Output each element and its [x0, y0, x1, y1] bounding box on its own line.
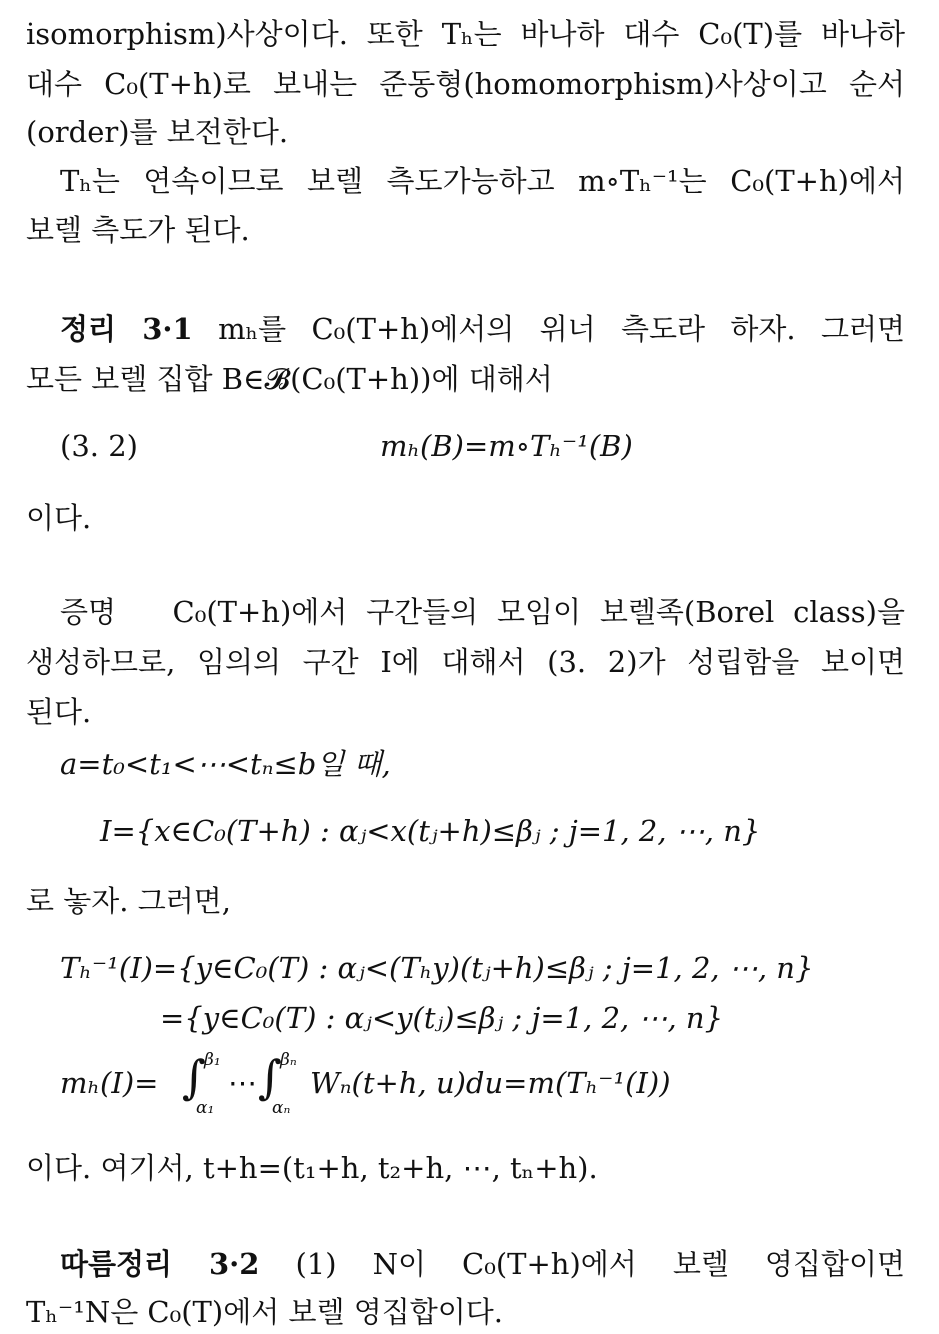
integral-lower: α₁ [196, 1098, 215, 1118]
theorem-text: mₕ를 C₀(T+h)에서의 위너 측도라 하자. 그러면 [218, 312, 906, 346]
text-line: 모든 보렐 집합 B∈𝓑(C₀(T+h))에 대해서 [26, 362, 553, 396]
proof-label: 증명 [60, 595, 117, 629]
text-line: Tₕ⁻¹N은 C₀(T)에서 보렐 영집합이다. [26, 1295, 503, 1329]
proof-text: C₀(T+h)에서 구간들의 모임이 보렐족(Borel class)을 [172, 595, 905, 629]
text-line: 보렐 측도가 된다. [26, 213, 250, 247]
corollary-text: (1) N이 C₀(T+h)에서 보렐 영집합이면 [295, 1247, 906, 1281]
text-line: 된다. [26, 695, 92, 729]
integral-equation [60, 1050, 760, 1126]
integral-upper: βₙ [280, 1050, 297, 1070]
theorem-label: 정리 3·1 [60, 312, 193, 346]
equation-number: (3. 2) [60, 429, 138, 463]
corollary-label: 따름정리 3·2 [60, 1247, 260, 1281]
text-line: 생성하므로, 임의의 구간 I에 대해서 (3. 2)가 성립함을 보이면 [26, 645, 905, 679]
integral-upper: β₁ [204, 1050, 221, 1070]
integral-sign: ∫ [182, 1050, 206, 1104]
condition: a=t₀<t₁<⋯<tₙ≤b일 때, [60, 747, 391, 781]
proof-line [60, 594, 905, 630]
integral-dots: ⋯ [228, 1066, 257, 1100]
theorem-line [60, 311, 905, 347]
integral-lhs: mₕ(I)= [60, 1066, 159, 1100]
equation: mₕ(B)=m∘Tₕ⁻¹(B) [380, 429, 633, 463]
text-line: 이다. 여기서, t+h=(t₁+h, t₂+h, ⋯, tₙ+h). [26, 1151, 598, 1185]
text-line: 로 놓자. 그러면, [26, 884, 231, 918]
interval-definition: I={x∈C₀(T+h) : αⱼ<x(tⱼ+h)≤βⱼ ; j=1, 2, ⋯, n} [100, 814, 761, 848]
integral-lower: αₙ [272, 1098, 291, 1118]
integral-sign: ∫ [258, 1050, 282, 1104]
text-line: isomorphism)사상이다. 또한 Tₕ는 바나하 대수 C₀(T)를 바나하 [26, 17, 905, 51]
integral-rhs: Wₙ(t+h, u)du=m(Tₕ⁻¹(I)) [310, 1066, 671, 1100]
text-line: 이다. [26, 501, 92, 535]
corollary-line [60, 1246, 905, 1282]
text-line: (order)를 보전한다. [26, 115, 289, 149]
text-line: 대수 C₀(T+h)로 보내는 준동형(homomorphism)사상이고 순서 [26, 67, 905, 101]
equation-line-2: ={y∈C₀(T) : αⱼ<y(tⱼ)≤βⱼ ; j=1, 2, ⋯, n} [160, 1001, 724, 1035]
equation-line-1: Tₕ⁻¹(I)={y∈C₀(T) : αⱼ<(Tₕy)(tⱼ+h)≤βⱼ ; j=1, 2, ⋯, n} [60, 951, 814, 985]
text-line: Tₕ는 연속이므로 보렐 측도가능하고 m∘Tₕ⁻¹는 C₀(T+h)에서 [60, 164, 905, 198]
